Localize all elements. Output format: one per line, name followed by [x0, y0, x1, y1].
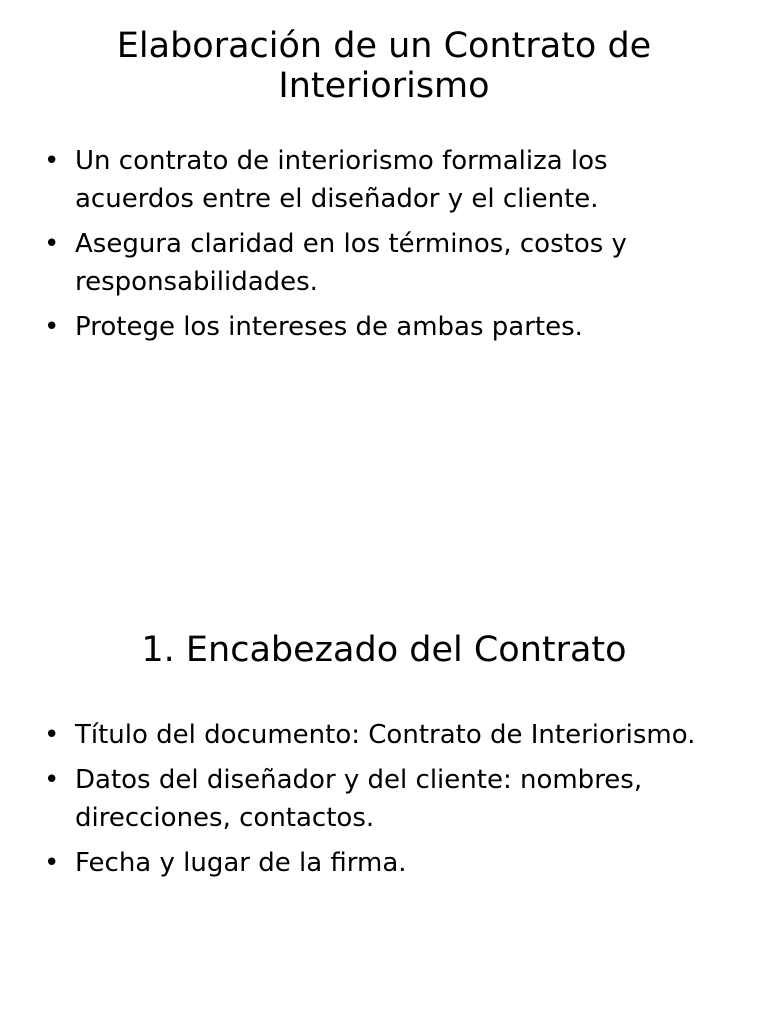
- bullet-icon: •: [44, 146, 60, 176]
- bullet-text: Título del documento: Contrato de Interiorismo.: [75, 720, 696, 750]
- bullet-list: [44, 716, 704, 889]
- bullet-item: [44, 761, 704, 837]
- bullet-text: Datos del diseñador y del cliente: nombres, direcciones, contactos.: [75, 765, 643, 833]
- bullet-icon: •: [44, 229, 60, 259]
- bullet-text: Protege los intereses de ambas partes.: [75, 312, 583, 342]
- bullet-icon: •: [44, 848, 60, 878]
- bullet-text: Asegura claridad en los términos, costos y responsabilidades.: [75, 229, 627, 297]
- bullet-list: [44, 142, 704, 353]
- slide-title: 1. Encabezado del Contrato: [141, 630, 627, 670]
- bullet-icon: •: [44, 720, 60, 750]
- bullet-item: [44, 308, 704, 346]
- bullet-text: Un contrato de interiorismo formaliza los acuerdos entre el diseñador y el cliente.: [75, 146, 608, 214]
- bullet-icon: •: [44, 765, 60, 795]
- slide-title: Elaboración de un Contrato de Interiorismo: [116, 26, 652, 106]
- bullet-item: [44, 225, 704, 301]
- bullet-text: Fecha y lugar de la firma.: [75, 848, 407, 878]
- bullet-item: [44, 142, 704, 218]
- bullet-icon: •: [44, 312, 60, 342]
- slide-2: [0, 512, 768, 1024]
- bullet-item: [44, 716, 704, 754]
- bullet-item: [44, 844, 704, 882]
